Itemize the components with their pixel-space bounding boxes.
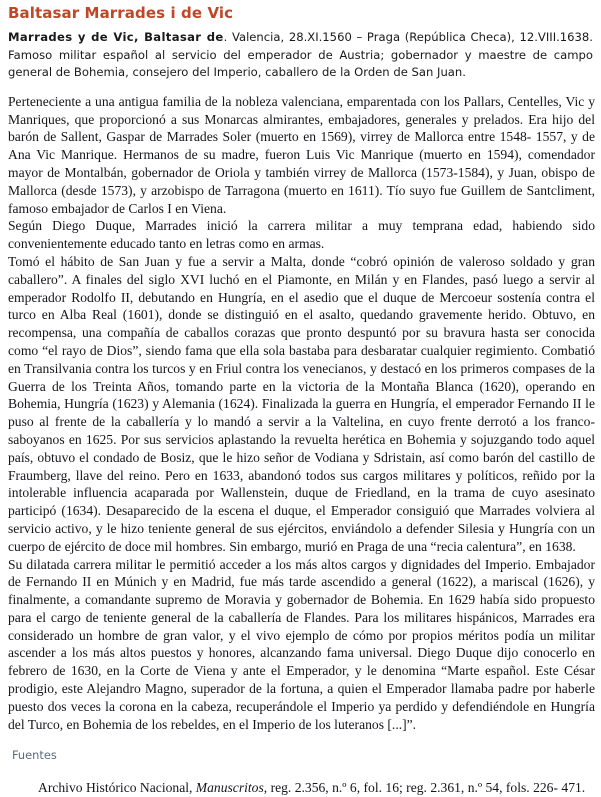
source-reference-detail: , reg. 2.356, n.º 6, fol. 16; reg. 2.361, n.º 54, fols. 226- 471. (263, 780, 586, 796)
body-paragraphs (8, 93, 595, 734)
lead-subject-name: Marrades y de Vic, Baltasar de (8, 30, 224, 44)
source-archive-name: Archivo Histórico Nacional, (38, 780, 196, 796)
lead-rest-text: . Valencia, 28.XI.1560 – Praga (República Checa), 12.VIII.1638. Famoso militar español al servicio del emperador de Austria; gobernador y maestre de campo general de Bohemia, consejero del Imperio, caballero de la Orden de San Juan. (8, 30, 593, 80)
body-paragraph-1: Perteneciente a una antigua familia de la nobleza valenciana, emparentada con los Pallars, Centelles, Vic y Manriques, que proporcionó a sus Monarcas almirantes, embajadores, generales y prelados. Era hijo del barón de Sallent, Gaspar de Marrades Soler (muerto en 1569), virrey de Mallorca entre 1548- 1557, y de Ana Vic Manrique. Hermanos de su madre, fueron Luis Vic Manrique (muerto en 1594), comendador mayor de Montalbán, gobernador de Oriola y también virrey de Mallorca (1573-1584), y Juan, obispo de Mallorca (desde 1573), y arzobispo de Tarragona (muerto en 1611). Tío suyo fue Guillem de Santcliment, famoso embajador de Carlos I en Viena. (8, 93, 595, 216)
body-paragraph-3: Tomó el hábito de San Juan y fue a servir a Malta, donde “cobró opinión de valeroso soldado y gran caballero”. A finales del siglo XVI luchó en el Piamonte, en Milán y en Flandes, pasó luego a servir al emperador Rodolfo II, debutando en Hungría, en el asedio que el duque de Mercoeur sostenía contra el turco en Alba Real (1601), donde se distinguió en el asalto, quedando gravemente herido. Obtuvo, en recompensa, una compañía de caballos corazas que pronto despuntó por su bravura hasta ser conocida como “el rayo de Dios”, siendo fama que ella sola bastaba para desbaratar cualquier regimiento. Combatió en Transilvania contra los turcos y en Friul contra los venecianos, y destacó en los primeros compases de la Guerra de los Treinta Años, tomando parte en la victoria de la Montaña Blanca (1620), operando en Bohemia, Hungría (1623) y Alemania (1624). Finalizada la guerra en Hungría, el emperador Fernando II le puso al frente de la caballería y lo mandó a servir a la Valtelina, en cuyo frente derrotó a los franco-saboyanos en 1625. Por sus servicios aplastando la revuelta herética en Bohemia y sojuzgando todo aquel país, obtuvo el condado de Bosiz, que le hizo señor de Vodiana y Sdristain, así como barón del castillo de Fraumberg, llave del reino. Pero en 1633, abandonó todos sus cargos militares y políticos, reñido por la intolerable influencia acaparada por Wallenstein, duque de Friedland, en la trama de cuyo asesinato participó (1634). Desaparecido de la escena el duque, el Emperador consiguió que Marrades volviera al servicio activo, y le hizo teniente general de sus ejércitos, enviándolo a defender Silesia y Hungría con un cuerpo de ejército de doce mil hombres. Sin embargo, murió en Praga de una “recia calentura”, en 1638. (8, 253, 595, 554)
page-title: Baltasar Marrades i de Vic (8, 4, 234, 22)
sources-heading: Fuentes (12, 748, 57, 763)
lead-paragraph (8, 29, 595, 82)
body-paragraph-4: Su dilatada carrera militar le permitió acceder a los más altos cargos y dignidades del Imperio. Embajador de Fernando II en Múnich y en Madrid, fue más tarde ascendido a general (1622), a mariscal (1626), y finalmente, a comandante supremo de Moravia y gobernador de Bohemia. En 1629 había sido propuesto para el cargo de teniente general de la caballería de Flandes. Para los militares hispánicos, Marrades era considerado un hombre de gran valor, y el vivo ejemplo de cómo por propios méritos podía un militar ascender a los más altos puestos y honores, alcanzando fama universal. Diego Duque dijo conocerlo en febrero de 1630, en la Corte de Viena y ante el Emperador, y le denomina “Marte español. Este César prodigio, este Alejandro Magno, superador de la fortuna, a quien el Emperador llamaba padre por haberle puesto dos veces la corona en la cabeza, recuperándole el Imperio ya perdido y defendiéndole en Hungría del Turco, en Bohemia de los rebeldes, en el Imperio de los luteranos [...]”. (8, 556, 595, 732)
body-paragraph-2: Según Diego Duque, Marrades inició la carrera militar a muy temprana edad, habiendo sido convenientemente educado tanto en letras como en armas. (8, 218, 595, 252)
source-work-title: Manuscritos (195, 780, 264, 796)
source-item (8, 779, 595, 797)
